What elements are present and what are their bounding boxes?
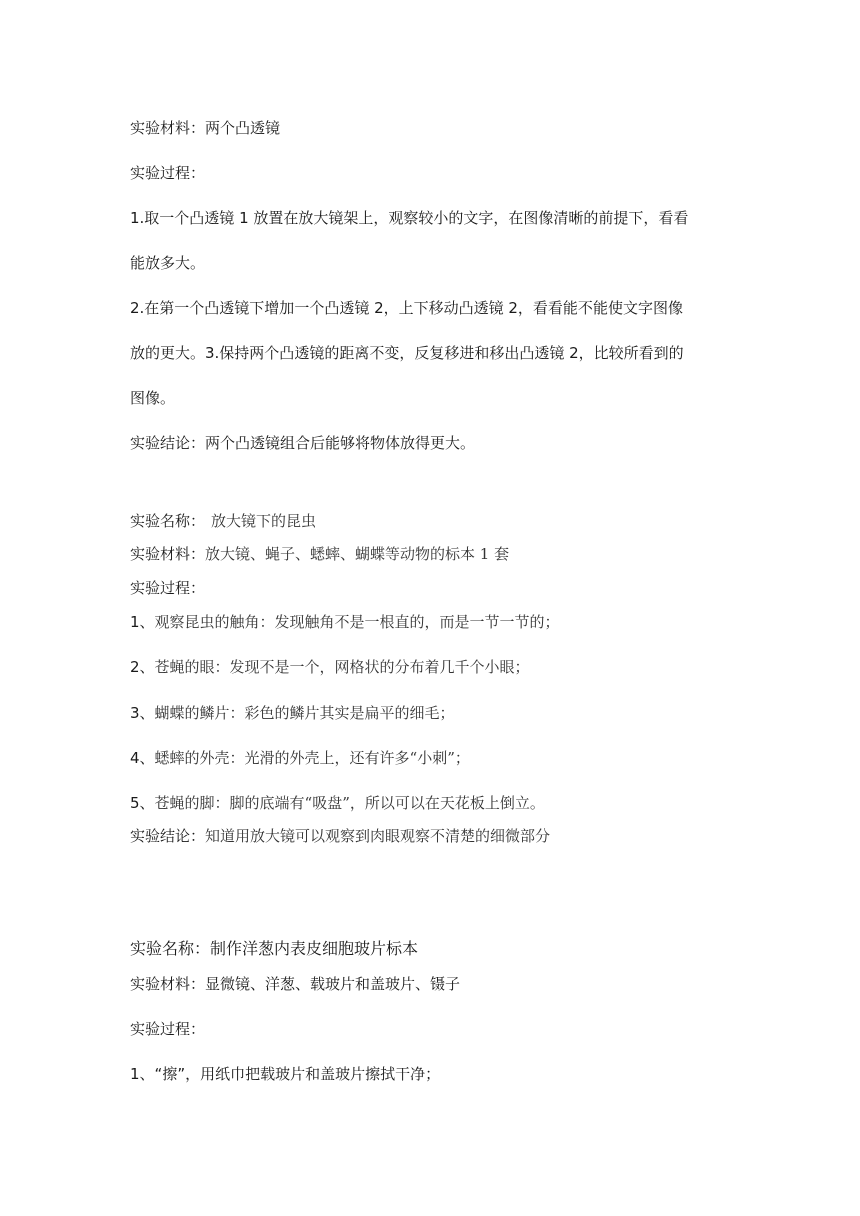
s3-name: 实验名称：制作洋葱内表皮细胞玻片标本 <box>130 939 419 958</box>
list-item <box>130 703 455 724</box>
step-text: 蟋蟀的外壳：光滑的外壳上，还有许多“小刺”； <box>154 749 470 767</box>
s2-conclusion <box>130 826 550 847</box>
s1-materials: 实验材料：两个凸透镜 <box>130 119 281 137</box>
step-text: 观察昆虫的触角：发现触角不是一根直的，而是一节一节的； <box>154 613 560 631</box>
s2-conclusion-value: 知道用放大镜可以观察到肉眼观察不清楚的细微部分 <box>205 827 551 845</box>
s2-conclusion-label: 实验结论： <box>130 827 206 845</box>
step-text: 蝴蝶的鳞片：彩色的鳞片其实是扁平的细毛； <box>154 704 455 722</box>
s2-name-value: 放大镜下的昆虫 <box>211 512 317 530</box>
step-text: 苍蝇的脚：脚的底端有“吸盘”，所以可以在天花板上倒立。 <box>154 794 545 812</box>
step-number: 5、 <box>130 794 155 812</box>
step-number: 2、 <box>130 658 155 676</box>
list-item <box>130 657 530 678</box>
s2-materials <box>130 544 509 565</box>
s3-materials: 实验材料：显微镜、洋葱、载玻片和盖玻片、镊子 <box>130 975 461 993</box>
list-item <box>130 748 470 769</box>
s2-name <box>130 511 316 532</box>
s2-process-heading: 实验过程： <box>130 579 206 597</box>
step-number: 3、 <box>130 704 155 722</box>
s1-step1-line1: 1.取一个凸透镜 1 放置在放大镜架上，观察较小的文字，在图像清晰的前提下，看看 <box>130 209 689 227</box>
s1-step2-line3: 图像。 <box>130 389 176 407</box>
s1-conclusion: 实验结论：两个凸透镜组合后能够将物体放得更大。 <box>130 434 476 452</box>
s2-materials-value: 放大镜、蝇子、蟋蟀、蝴蝶等动物的标本 1 套 <box>205 545 510 563</box>
s1-step2-line2: 放的更大。3.保持两个凸透镜的距离不变，反复移进和移出凸透镜 2，比较所看到的 <box>130 344 684 362</box>
s1-process-heading: 实验过程： <box>130 164 206 182</box>
s1-step1-line2: 能放多大。 <box>130 254 206 272</box>
list-item <box>130 793 545 814</box>
s2-name-label: 实验名称： <box>130 512 206 530</box>
s2-materials-label: 实验材料： <box>130 545 206 563</box>
step-text: 苍蝇的眼：发现不是一个，网格状的分布着几千个小眼； <box>154 658 530 676</box>
step-number: 1、 <box>130 613 155 631</box>
s3-process-heading: 实验过程： <box>130 1020 206 1038</box>
s1-step2-line1: 2.在第一个凸透镜下增加一个凸透镜 2，上下移动凸透镜 2，看看能不能使文字图像 <box>130 299 683 317</box>
list-item <box>130 612 560 633</box>
step-number: 4、 <box>130 749 155 767</box>
s3-step1: 1、“擦”，用纸巾把载玻片和盖玻片擦拭干净； <box>130 1065 441 1083</box>
